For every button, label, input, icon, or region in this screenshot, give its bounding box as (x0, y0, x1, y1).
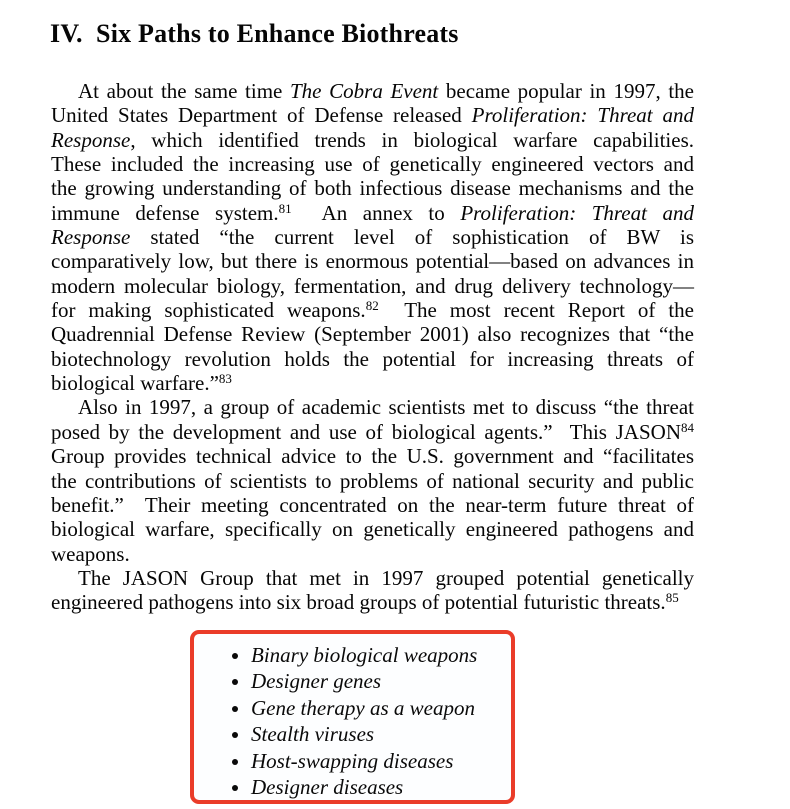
text-line (51, 103, 694, 127)
list-item: • Stealth viruses (251, 721, 511, 747)
text-run: Group provides technical advice to the U.S. government and “facilitates (51, 444, 694, 469)
text-line (51, 347, 694, 371)
footnote-ref: 83 (218, 371, 232, 387)
text-run: benefit.” Their meeting concentrated on the near-term future threat of (51, 492, 694, 517)
list-item: • Binary biological weapons (251, 642, 511, 668)
text-run: The JASON Group that met in 1997 grouped potential genetically (78, 565, 694, 590)
text-run: The most recent Report of the (378, 298, 694, 323)
text-run: These included the increasing use of genetically engineered vectors and (51, 152, 694, 177)
text-run: , which identified trends in biological warfare capabilities. (130, 127, 694, 152)
text-run: comparatively low, but there is enormous potential—based on advances in (51, 249, 694, 274)
text-run: engineered pathogens into six broad groups of potential futuristic threats. (51, 590, 666, 615)
highlight-box (190, 630, 515, 804)
list-item: • Designer diseases (251, 774, 511, 800)
text-line (51, 395, 694, 419)
text-line (51, 274, 694, 298)
text-line (51, 225, 694, 249)
body-text (51, 79, 694, 615)
text-run: for making sophisticated weapons. (51, 298, 366, 323)
text-line (51, 128, 694, 152)
text-run: An annex to (291, 200, 461, 225)
text-run: biological warfare.” (51, 371, 219, 396)
italic-title: Response (51, 225, 131, 250)
text-line (51, 79, 694, 103)
text-line (51, 371, 694, 395)
text-run: At about the same time (78, 79, 290, 103)
footnote-ref: 85 (665, 590, 679, 606)
italic-title: Proliferation: Threat and (471, 103, 694, 128)
text-run: became popular in 1997, the (438, 79, 694, 103)
text-run: weapons. (51, 541, 130, 566)
text-run: the contributions of scientists to problems of national security and public (51, 468, 694, 493)
text-line (51, 152, 694, 176)
text-line (51, 542, 694, 566)
text-run: the growing understanding of both infectious disease mechanisms and the (51, 176, 694, 201)
text-line (51, 566, 694, 590)
text-run: modern molecular biology, fermentation, and drug delivery technology— (51, 273, 694, 298)
text-run: biological warfare, specifically on genetically engineered pathogens and (51, 517, 694, 542)
list-item: • Host-swapping diseases (251, 748, 511, 774)
text-line (51, 493, 694, 517)
text-line (51, 176, 694, 200)
italic-title: Proliferation: Threat and (460, 200, 694, 225)
footnote-ref: 84 (681, 419, 694, 435)
text-line (51, 322, 694, 346)
list-item: • Designer genes (251, 668, 511, 694)
section-heading: IV. Six Paths to Enhance Biothreats (50, 19, 459, 48)
text-run: posed by the development and use of biological agents.” This JASON (51, 419, 681, 444)
text-run: Quadrennial Defense Review (September 2001) also recognizes that “the (51, 322, 694, 347)
text-run: stated “the current level of sophistication of BW is (130, 225, 694, 250)
text-line (51, 298, 694, 322)
text-run: immune defense system. (51, 200, 279, 225)
text-line (51, 420, 694, 444)
text-line (51, 469, 694, 493)
italic-title: Response (51, 127, 131, 152)
text-line (51, 517, 694, 541)
footnote-ref: 81 (278, 200, 292, 216)
footnote-ref: 82 (365, 298, 379, 314)
text-run: Also in 1997, a group of academic scientists met to discuss “the threat (78, 395, 694, 420)
text-run: United States Department of Defense released (51, 103, 472, 128)
italic-title: The Cobra Event (290, 79, 439, 103)
text-line (51, 590, 694, 614)
text-line (51, 201, 694, 225)
threat-list (194, 642, 511, 800)
paragraph (51, 79, 694, 395)
text-line (51, 444, 694, 468)
text-run: biotechnology revolution holds the potential for increasing threats of (51, 346, 694, 371)
text-line (51, 249, 694, 273)
list-item: • Gene therapy as a weapon (251, 695, 511, 721)
paragraph (51, 395, 694, 565)
paragraph (51, 566, 694, 615)
